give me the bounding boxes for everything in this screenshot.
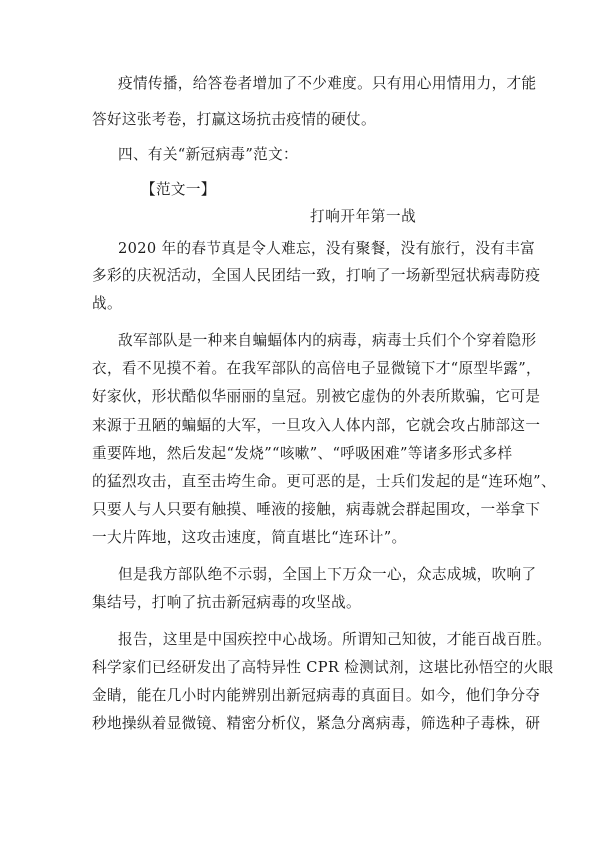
body-text-line: 衣，看不见摸不着。在我军部队的高倍电子显微镜下才“原型毕露”，: [92, 360, 541, 377]
essay-title: 打响开年第一战: [310, 208, 417, 225]
body-text-line: 的猛烈攻击，直至击垮生命。更可恶的是，士兵们发起的是“连环炮”、: [92, 473, 556, 490]
body-text-line: 重要阵地，然后发起“发烧”“咳嗽”、“呼吸困难”等诸多形式多样: [92, 445, 513, 462]
body-text-line: 集结号，打响了抗击新冠病毒的攻坚战。: [92, 594, 361, 611]
body-text-line: 战。: [92, 295, 122, 312]
body-text-line: 多彩的庆祝活动，全国人民团结一致，打响了一场新型冠状病毒防疫: [92, 267, 541, 284]
body-text-line: 科学家们已经研发出了高特异性 CPR 检测试剂，这堪比孙悟空的火眼: [92, 659, 554, 676]
body-text-line: 来源于丑陋的蝙蝠的大军，一旦攻入人体内部，它就会攻占肺部这一: [92, 417, 541, 434]
body-text-line: 一大片阵地，这攻击速度，简直堪比“连环计”。: [92, 529, 407, 546]
body-text-line: 答好这张考卷，打赢这场抗击疫情的硬仗。: [92, 111, 376, 128]
body-text-line: 好家伙，形状酷似华丽丽的皇冠。别被它虚伪的外表所欺骗，它可是: [92, 388, 541, 405]
section-heading: 四、有关“新冠病毒”范文：: [118, 146, 299, 163]
body-text-line: 只要人与人只要有触摸、唾液的接触，病毒就会群起围攻，一举拿下: [92, 501, 541, 518]
body-text-line: 2020 年的春节真是令人难忘，没有聚餐，没有旅行，没有丰富: [118, 240, 536, 257]
body-text-line: 报告，这里是中国疾控中心战场。所谓知己知彼，才能百战百胜。: [118, 631, 552, 648]
body-text-line: 金睛，能在几小时内能辨别出新冠病毒的真面目。如今，他们争分夺: [92, 687, 541, 704]
body-text-line: 秒地操纵着显微镜、精密分析仪，紧急分离病毒，筛选种子毒株，研: [92, 715, 541, 732]
sample-label: 【范文一】: [141, 181, 216, 198]
body-text-line: 疫情传播，给答卷者增加了不少难度。只有用心用情用力，才能: [118, 75, 537, 92]
body-text-line: 但是我方部队绝不示弱，全国上下万众一心，众志成城，吹响了: [118, 566, 537, 583]
body-text-line: 敌军部队是一种来自蝙蝠体内的病毒，病毒士兵们个个穿着隐形: [118, 332, 537, 349]
